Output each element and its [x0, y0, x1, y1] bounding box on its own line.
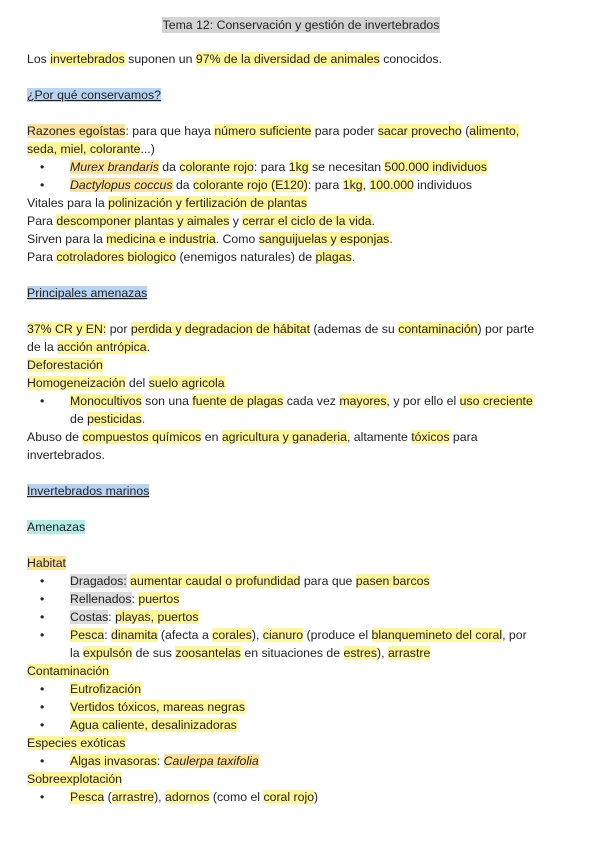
text-span: • [40, 754, 45, 768]
text-span: Murex brandaris [70, 160, 159, 174]
text-span: , y por ello el [386, 394, 460, 408]
text-span: , [362, 178, 370, 192]
text-span: contaminación [398, 322, 478, 336]
text-span: • [40, 574, 45, 588]
text-span: aumentar caudal o profundidad [130, 574, 301, 588]
text-span: (produce el [303, 628, 372, 642]
text-span: ( [461, 124, 470, 138]
text-span: la [70, 646, 83, 660]
text-span: Costas [70, 610, 109, 624]
text-span: Principales amenazas [27, 286, 148, 300]
text-span: zoosantelas [175, 646, 241, 660]
bullet-pesca-2 [27, 644, 575, 662]
text-span: Eutrofización [70, 682, 142, 696]
text-span: : [108, 610, 116, 624]
text-span: suponen un [124, 52, 196, 66]
text-span: : para [307, 178, 343, 192]
text-span: polinización y fertilización de plantas [108, 196, 308, 210]
reasons-line-1 [27, 122, 575, 140]
text-span: ¿Por qué conservamos? [27, 88, 161, 102]
text-span: Para [27, 250, 57, 264]
text-span: perdida y degradacion de hábitat [130, 322, 311, 336]
text-span: 1kg [342, 178, 363, 192]
text-span: coral rojo [263, 790, 315, 804]
text-span: ), [377, 646, 388, 660]
text-span: estres [343, 646, 377, 660]
text-span: individuos [413, 178, 472, 192]
bullet-pesca-1 [27, 626, 575, 644]
text-span: • [40, 718, 45, 732]
bullet-costas [27, 608, 575, 626]
text-span: Agua caliente, desalinizadoras [70, 718, 237, 732]
text-span: cerrar el ciclo de la vida [242, 214, 372, 228]
text-span: sacar provecho [377, 124, 462, 138]
text-span: pasen barcos [355, 574, 430, 588]
text-span: cianuro [262, 628, 304, 642]
text-span: de la [27, 340, 58, 354]
text-span: suelo agricola [148, 376, 225, 390]
text-span: mayores [339, 394, 387, 408]
bullet-rellenados [27, 590, 575, 608]
abuso-line-2 [27, 446, 575, 464]
text-span: número suficiente [214, 124, 312, 138]
text-span: Homogeneización [27, 376, 126, 390]
page-title [27, 16, 575, 34]
text-span: alimento, [469, 124, 520, 138]
heading-marine-invertebrates [27, 482, 575, 500]
text-span: Pesca [70, 628, 105, 642]
text-span: Dactylopus coccus [70, 178, 173, 192]
text-span: uso creciente [459, 394, 533, 408]
text-span: . [371, 214, 375, 228]
text-span: invertebrados. [27, 448, 105, 462]
text-span: corales [212, 628, 252, 642]
text-span: Razones egoístas [27, 124, 126, 138]
bullet-dactylopus [27, 176, 575, 194]
text-span: Habitat [27, 556, 66, 570]
bullet-algas [27, 752, 575, 770]
text-span: Deforestación [27, 358, 103, 372]
text-span: . [146, 340, 151, 354]
text-span: agricultura y ganaderia [221, 430, 347, 444]
text-span: Sirven para la [27, 232, 107, 246]
text-span: acción antrópica [57, 340, 147, 354]
heading-why-conserve [27, 86, 575, 104]
text-span: : [104, 628, 112, 642]
text-span: Algas invasoras [70, 754, 157, 768]
text-span: pesticidas [87, 412, 142, 426]
text-span: • [40, 178, 45, 192]
text-span: 500.000 individuos [384, 160, 488, 174]
text-span: conocidos. [379, 52, 442, 66]
text-span: : para que haya [125, 124, 215, 138]
text-span: ) [314, 790, 319, 804]
heading-main-threats [27, 284, 575, 302]
text-span: arrastre [111, 790, 155, 804]
control-line [27, 248, 575, 266]
bullet-pesca-sobre [27, 788, 575, 806]
text-span: puertos [138, 592, 180, 606]
text-span: • [40, 790, 45, 804]
descomponer-line [27, 212, 575, 230]
document-page [27, 16, 575, 806]
text-span: : para [253, 160, 289, 174]
text-span: • [40, 628, 45, 642]
text-span: sanguijuelas y esponjas [258, 232, 390, 246]
text-span: • [40, 610, 45, 624]
text-span: Abuso de [27, 430, 83, 444]
cr-line-1 [27, 320, 575, 338]
text-span: arrastre [387, 646, 431, 660]
bullet-dragados [27, 572, 575, 590]
text-span: , por [502, 628, 527, 642]
text-span: ...) [140, 142, 155, 156]
reasons-line-2 [27, 140, 575, 158]
heading-amenazas [27, 518, 575, 536]
text-span: dinamita [111, 628, 158, 642]
text-span: : [156, 754, 164, 768]
text-span: Dragados: [70, 574, 127, 588]
text-span: colorante rojo [179, 160, 254, 174]
text-span: Vitales para la [27, 196, 109, 210]
text-span: ( [104, 790, 112, 804]
text-span: se necesitan [308, 160, 385, 174]
text-span: . [389, 232, 393, 246]
text-span: Monocultivos [70, 394, 142, 408]
bullet-monocultivos-2 [27, 410, 575, 428]
text-span: Los [27, 52, 51, 66]
exotic-species-heading [27, 734, 575, 752]
text-span: • [40, 394, 45, 408]
text-span: • [40, 700, 45, 714]
contamination-heading [27, 662, 575, 680]
text-span: ), [154, 790, 166, 804]
text-span: 97% de la diversidad de animales [195, 52, 380, 66]
text-span: plagas [315, 250, 352, 264]
vitales-line [27, 194, 575, 212]
text-span: medicina e industria [106, 232, 216, 246]
text-span: Pesca [70, 790, 105, 804]
text-span: . Como [215, 232, 259, 246]
text-span: Contaminación [27, 664, 110, 678]
bullet-vertidos [27, 698, 575, 716]
text-span: fuente de plagas [192, 394, 284, 408]
text-span: • [40, 682, 45, 696]
text-span: 37% CR y EN: [27, 322, 107, 336]
bullet-monocultivos-1 [27, 392, 575, 410]
text-span: descomponer plantas y aimales [56, 214, 230, 228]
text-span: cotroladores biologico [56, 250, 177, 264]
text-span: Vertidos tóxicos, mareas negras [70, 700, 245, 714]
text-span: Rellenados [70, 592, 132, 606]
text-span: Sobreexplotación [27, 772, 123, 786]
text-span: Amenazas [27, 520, 86, 534]
text-span: • [40, 160, 45, 174]
text-span: en situaciones de [240, 646, 344, 660]
text-span: (ademas de su [310, 322, 399, 336]
text-span: 1kg [288, 160, 309, 174]
text-span: blanquemineto del coral [371, 628, 503, 642]
homogenization-line [27, 374, 575, 392]
text-span: de [70, 412, 88, 426]
text-span: da [172, 178, 194, 192]
text-span: Tema 12: Conservación y gestión de invertebrados [162, 18, 440, 32]
text-span: en [201, 430, 222, 444]
overexploitation-heading [27, 770, 575, 788]
text-span: , altamente [346, 430, 412, 444]
text-span: ) por parte [477, 322, 535, 336]
text-span: tóxicos [411, 430, 450, 444]
text-span: para [449, 430, 478, 444]
text-span: para poder [311, 124, 378, 138]
text-span: ), [251, 628, 263, 642]
text-span: (enemigos naturales) de [176, 250, 316, 264]
text-span: Caulerpa taxifolia [163, 754, 259, 768]
bullet-eutrofizacion [27, 680, 575, 698]
text-span: para que [300, 574, 356, 588]
cr-line-2 [27, 338, 575, 356]
text-span: seda, miel, colorante [27, 142, 141, 156]
text-span: colorante rojo (E120) [193, 178, 308, 192]
text-span: playas, puertos [115, 610, 199, 624]
text-span: . [141, 412, 146, 426]
text-span: cada vez [283, 394, 340, 408]
text-span: invertebrados [50, 52, 125, 66]
text-span: da [158, 160, 180, 174]
text-span: por [106, 322, 131, 336]
text-span: (como el [209, 790, 264, 804]
text-span: de sus [132, 646, 176, 660]
text-span: compuestos químicos [82, 430, 202, 444]
text-span: Especies exóticas [27, 736, 126, 750]
text-span: expulsón [83, 646, 133, 660]
deforestation-line [27, 356, 575, 374]
text-span: : [131, 592, 139, 606]
text-span: 100.000 [369, 178, 414, 192]
text-span: • [40, 592, 45, 606]
intro-paragraph [27, 50, 575, 68]
text-span: adornos [165, 790, 210, 804]
text-span: . [351, 250, 356, 264]
medicina-line [27, 230, 575, 248]
text-span: son una [141, 394, 193, 408]
text-span: (afecta a [157, 628, 213, 642]
text-span: Invertebrados marinos [27, 484, 150, 498]
bullet-agua-caliente [27, 716, 575, 734]
bullet-murex [27, 158, 575, 176]
text-span: del [125, 376, 149, 390]
habitat-heading [27, 554, 575, 572]
abuso-line-1 [27, 428, 575, 446]
text-span: y [229, 214, 243, 228]
text-span: Para [27, 214, 57, 228]
